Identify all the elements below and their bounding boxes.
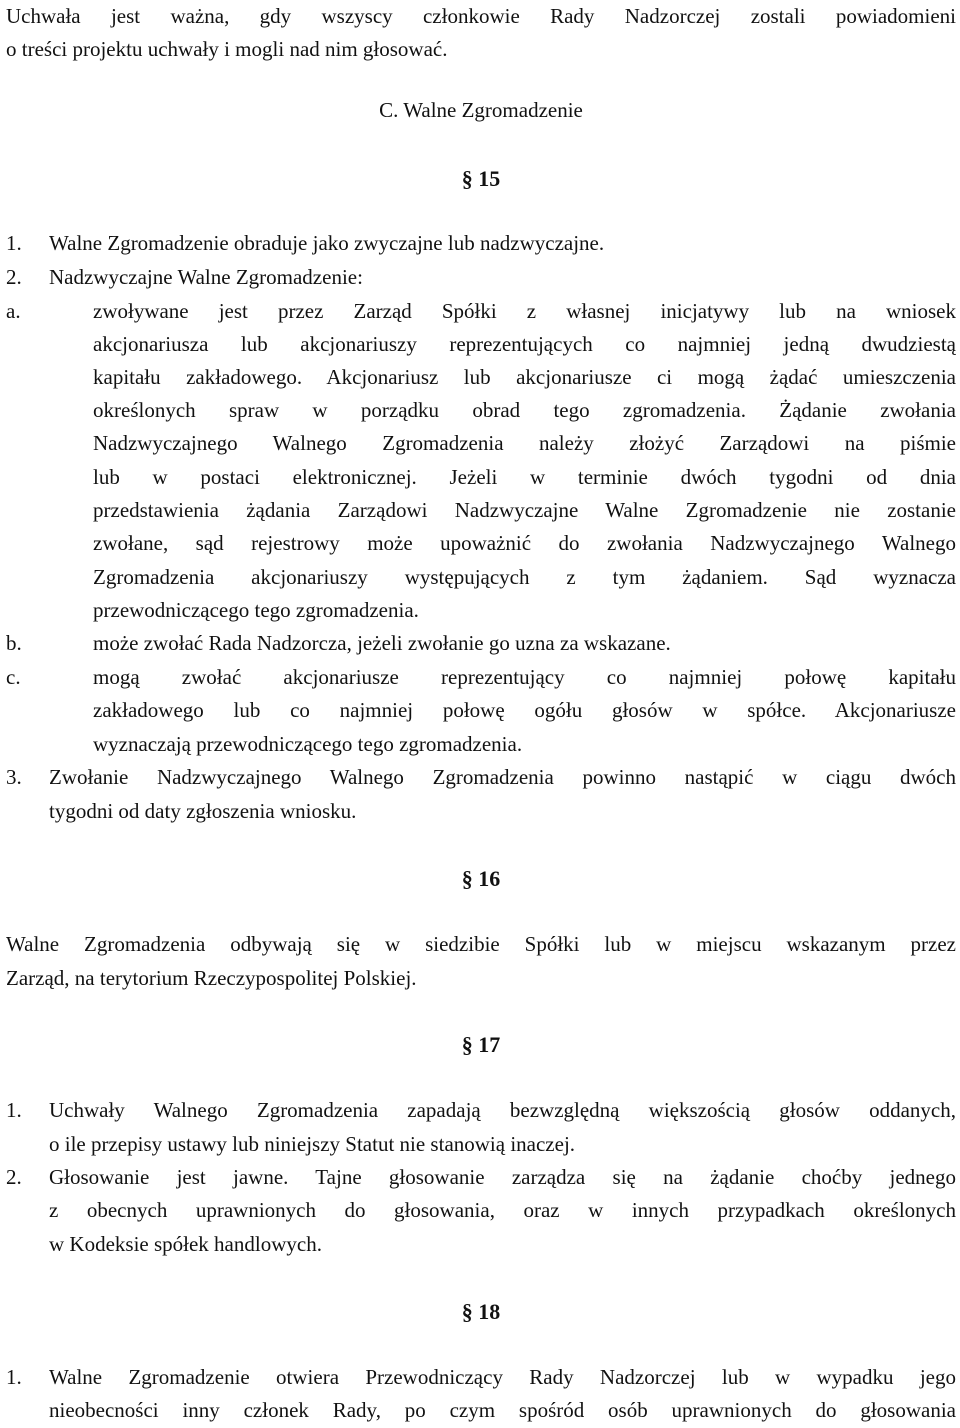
sublist-c-line: wyznaczają przewodniczącego tego zgromadzenia. <box>93 732 523 756</box>
sublist-c-line: zakładowego lub co najmniej połowę ogółu głosów w spółce. Akcjonariusze <box>93 698 956 722</box>
list-item-text: w Kodeksie spółek handlowych. <box>49 1232 322 1256</box>
sublist-a-line: lub w postaci elektronicznej. Jeżeli w terminie dwóch tygodni od dnia <box>93 465 956 489</box>
paragraph-heading-16 <box>6 862 956 895</box>
sublist-a-line: akcjonariusza lub akcjonariuszy reprezentujących co najmniej jedną dwudziestą <box>93 332 956 356</box>
paragraph-number: 18 <box>478 1299 501 1324</box>
sublist-a-line: przedstawienia żądania Zarządowi Nadzwyczajne Walne Zgromadzenie nie zostanie <box>93 498 956 522</box>
paragraph-heading-15 <box>6 162 956 195</box>
list-item-text: Walne Zgromadzenie otwiera Przewodniczący Rady Nadzorczej lub w wypadku jego <box>49 1365 956 1389</box>
paragraph-number: 16 <box>478 866 501 891</box>
paragraph-heading-17 <box>6 1028 956 1061</box>
list-item-text: Zwołanie Nadzwyczajnego Walnego Zgromadzenia powinno nastąpić w ciągu dwóch <box>49 765 956 789</box>
sublist-a-line: Zgromadzenia akcjonariuszy występujących z tym żądaniem. Sąd wyznacza <box>93 565 956 589</box>
paragraph-number: 17 <box>478 1032 501 1057</box>
list-number: 2. <box>6 265 22 289</box>
sublist-a-line: przewodniczącego tego zgromadzenia. <box>93 598 419 622</box>
list-item-text: z obecnych uprawnionych do głosowania, oraz w innych przypadkach określonych <box>49 1198 956 1222</box>
list-number: 1. <box>6 231 22 255</box>
sublist-a-line: zwoływane jest przez Zarząd Spółki z własnej inicjatywy lub na wniosek <box>93 299 956 323</box>
sublist-a-line: zwołane, sąd rejestrowy może upoważnić do zwołania Nadzwyczajnego Walnego <box>93 531 956 555</box>
intro-line-1: Uchwała jest ważna, gdy wszyscy członkowie Rady Nadzorczej zostali powiadomieni <box>6 4 956 28</box>
sublist-a-line: kapitału zakładowego. Akcjonariusz lub akcjonariusze ci mogą żądać umieszczenia <box>93 365 956 389</box>
section-sign: § <box>461 866 473 891</box>
sublist-b-line: może zwołać Rada Nadzorcza, jeżeli zwołanie go uzna za wskazane. <box>93 631 671 655</box>
body-line: Zarząd, na terytorium Rzeczypospolitej Polskiej. <box>6 966 417 990</box>
list-item-text: tygodni od daty zgłoszenia wniosku. <box>49 799 357 823</box>
list-number: 3. <box>6 765 22 789</box>
list-number: 2. <box>6 1165 22 1189</box>
sublist-a-line: określonych spraw w porządku obrad tego zgromadzenia. Żądanie zwołania <box>93 398 956 422</box>
section-sign: § <box>461 1299 473 1324</box>
list-item-text: Głosowanie jest jawne. Tajne głosowanie zarządza się na żądanie choćby jednego <box>49 1165 956 1189</box>
section-sign: § <box>461 1032 473 1057</box>
sublist-label: c. <box>6 665 21 689</box>
intro-line-2: o treści projektu uchwały i mogli nad nim głosować. <box>6 37 448 61</box>
section-sign: § <box>461 166 473 191</box>
list-item-text: Nadzwyczajne Walne Zgromadzenie: <box>49 265 363 289</box>
paragraph-number: 15 <box>478 166 501 191</box>
list-number: 1. <box>6 1365 22 1389</box>
paragraph-heading-18 <box>6 1295 956 1328</box>
body-line: Walne Zgromadzenia odbywają się w siedzibie Spółki lub w miejscu wskazanym przez <box>6 932 956 956</box>
sublist-a-line: Nadzwyczajnego Walnego Zgromadzenia należy złożyć Zarządowi na piśmie <box>93 431 956 455</box>
list-item-text: nieobecności inny członek Rady, po czym spośród osób uprawnionych do głosowania <box>49 1398 956 1422</box>
list-number: 1. <box>6 1098 22 1122</box>
sublist-label: b. <box>6 631 22 655</box>
sublist-label: a. <box>6 299 21 323</box>
list-item-text: o ile przepisy ustawy lub niniejszy Statut nie stanowią inaczej. <box>49 1132 576 1156</box>
list-item-text: Uchwały Walnego Zgromadzenia zapadają bezwzględną większością głosów oddanych, <box>49 1098 956 1122</box>
section-heading: C. Walne Zgromadzenie <box>379 98 583 122</box>
list-item-text: Walne Zgromadzenie obraduje jako zwyczajne lub nadzwyczajne. <box>49 231 605 255</box>
sublist-c-line: mogą zwołać akcjonariusze reprezentujący co najmniej połowę kapitału <box>93 665 956 689</box>
